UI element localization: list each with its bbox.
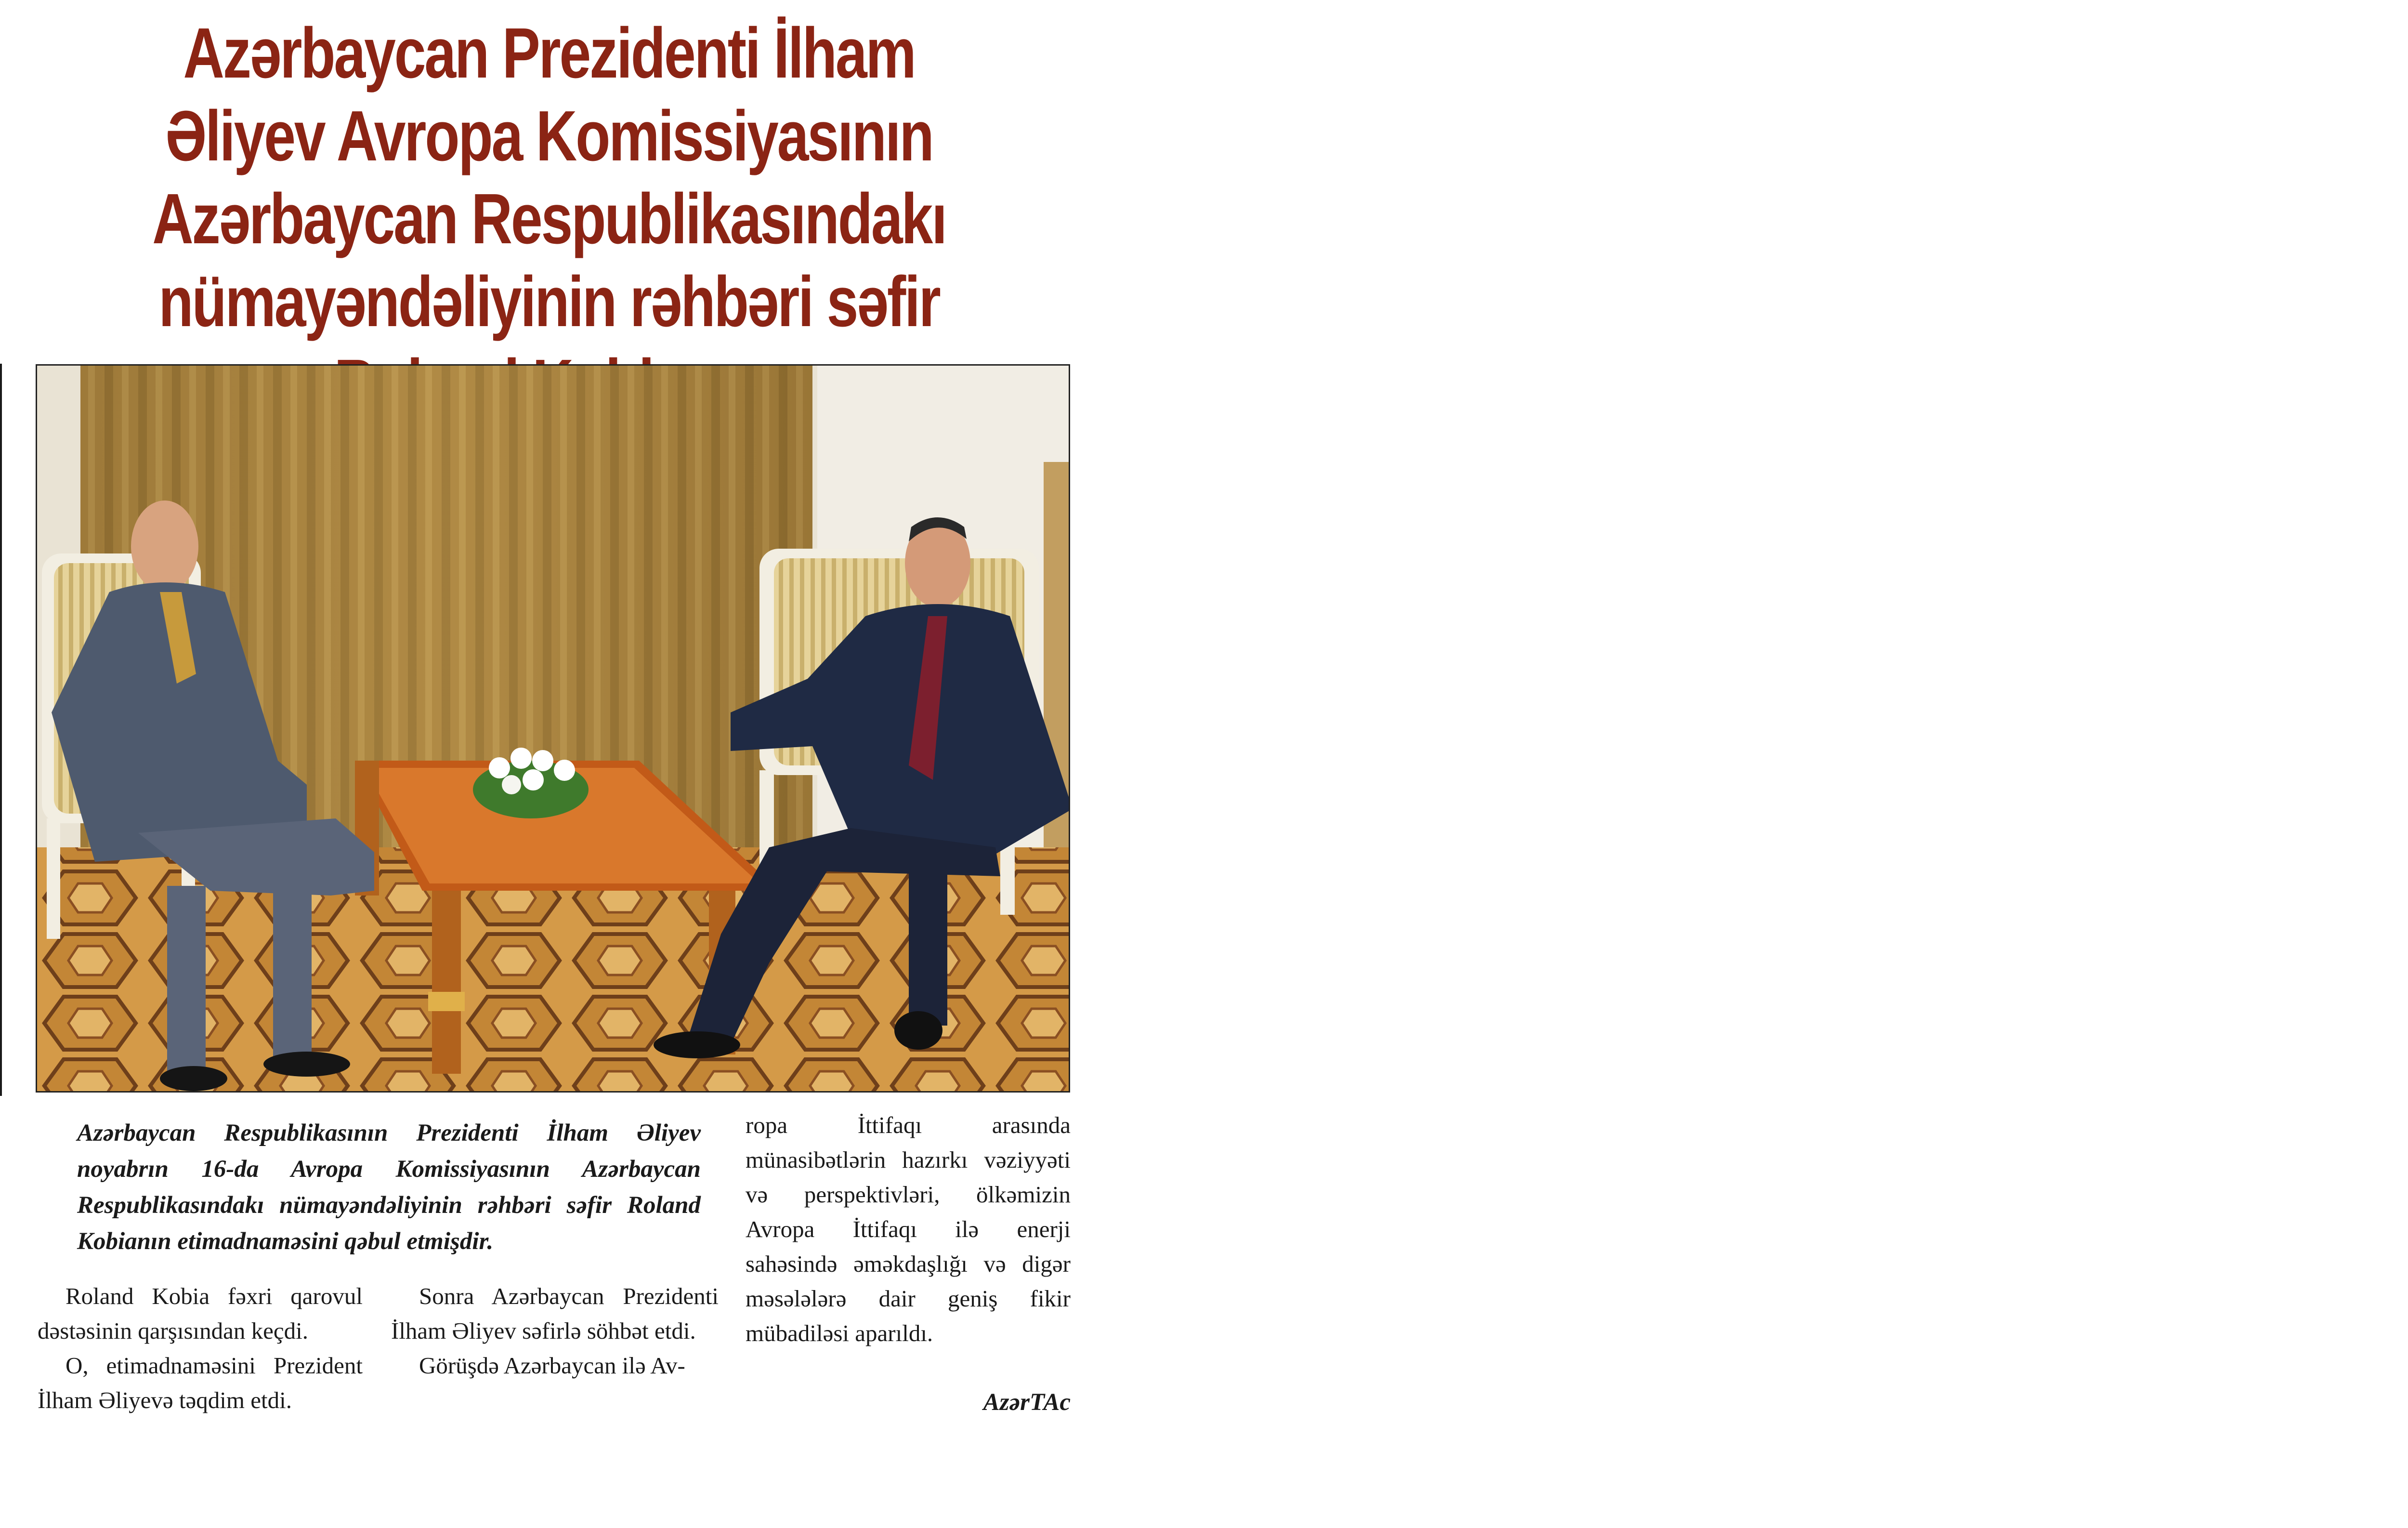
text-column-3: [746, 1108, 1071, 1351]
news-agency-credit: AzərTAc: [983, 1389, 1071, 1416]
paragraph: Sonra Azərbaycan Prezidenti İlham Əliyev səfirlə söhbət etdi.: [391, 1283, 719, 1344]
paragraph: ropa İttifaqı arasında münasibətlərin hazırkı vəziyyəti və perspektivləri, ölkəmizin Avropa İttifaqı ilə enerji sahəsində əməkdaşlığı və digər məsələlərə dair geniş fikir mübadiləsi aparıldı.: [746, 1112, 1071, 1346]
article-headline: Azərbaycan Prezidenti İlham Əliyev Avropa Komissiyasının Azərbaycan Respublikasındakı nümayəndəliyinin rəhbəri səfir: [152, 13, 946, 342]
text-column-2: [391, 1279, 719, 1383]
photo-caption: Azərbaycan Respublikasının Prezidenti İlham Əliyev noyabrın 16-da Avropa Komissiyasının Azərbaycan Respublikasındakı nümayəndəliyinin rəhbəri səfir Roland Kobianın etimadnaməsini qəbul etmişdir.: [77, 1120, 701, 1255]
article-photo: [36, 364, 1070, 1093]
paragraph: Görüşdə Azərbaycan ilə Av-: [419, 1352, 685, 1379]
paragraph: Roland Kobia fəxri qarovul dəstəsinin qarşısından keçdi.: [38, 1283, 363, 1344]
text-column-1: [38, 1279, 363, 1418]
column-rule: [0, 364, 2, 1096]
paragraph: O, etimadnaməsini Prezident İlham Əliyevə təqdim etdi.: [38, 1352, 363, 1413]
